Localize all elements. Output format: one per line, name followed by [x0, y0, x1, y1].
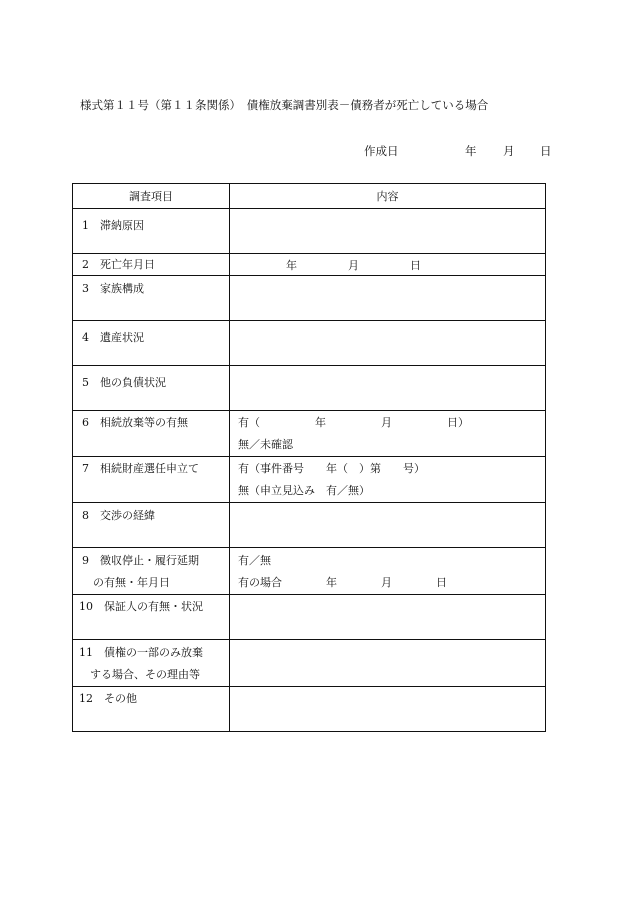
table-row: [73, 276, 546, 321]
death-day-label: 日: [410, 259, 421, 272]
table-row: [73, 321, 546, 366]
table-row: [73, 595, 546, 640]
row-item-label: 11 債権の一部のみ放棄 する場合、その理由等: [79, 646, 203, 681]
table-row: [73, 366, 546, 411]
row-item-label: 2 死亡年月日: [82, 258, 155, 271]
row-content[interactable]: 有／無 有の場合 年 月 日: [238, 554, 447, 589]
table-row: [73, 254, 546, 276]
row-item-label: 9 徴収停止・履行延期 の有無・年月日: [82, 554, 199, 589]
row-content[interactable]: [230, 687, 545, 691]
row-content[interactable]: [230, 366, 545, 370]
row-item-label: 6 相続放棄等の有無: [82, 416, 188, 429]
month-label: 月: [503, 144, 515, 158]
row-item-label: 8 交渉の経緯: [82, 509, 155, 522]
row-content[interactable]: 有（ 年 月 日） 無／未確認: [238, 416, 469, 451]
death-date-field[interactable]: [230, 254, 545, 275]
row-item-label: 4 遺産状況: [82, 331, 144, 344]
row-content[interactable]: [230, 503, 545, 507]
created-label: 作成日: [364, 144, 399, 158]
death-year-label: 年: [286, 259, 297, 272]
table-row: [73, 411, 546, 457]
row-content[interactable]: [230, 595, 545, 599]
row-item-label: 12 その他: [79, 692, 137, 705]
table-row: [73, 687, 546, 732]
row-content[interactable]: [230, 276, 545, 280]
table-row: [73, 209, 546, 254]
column-header-item: 調査項目: [73, 184, 230, 209]
row-item-label: 10 保証人の有無・状況: [79, 600, 203, 613]
row-content[interactable]: [230, 321, 545, 325]
row-item-label: 1 滞納原因: [82, 219, 144, 232]
year-label: 年: [465, 144, 477, 158]
table-row: [73, 640, 546, 687]
row-content[interactable]: 有（事件番号 年（ ）第 号） 無（申立見込み 有／無）: [238, 462, 425, 497]
row-content[interactable]: [230, 640, 545, 644]
row-item-label: 7 相続財産選任申立て: [82, 462, 199, 475]
table-row: [73, 503, 546, 548]
day-label: 日: [540, 144, 552, 158]
death-month-label: 月: [348, 259, 359, 272]
row-content[interactable]: [230, 209, 545, 213]
row-item-label: 5 他の負債状況: [82, 376, 166, 389]
form-title: 様式第１１号（第１１条関係） 債権放棄調書別表－債務者が死亡している場合: [80, 98, 489, 112]
column-header-content: 内容: [230, 184, 546, 209]
table-row: [73, 548, 546, 595]
investigation-table: [72, 183, 546, 732]
table-row: [73, 457, 546, 503]
row-item-label: 3 家族構成: [82, 282, 144, 295]
